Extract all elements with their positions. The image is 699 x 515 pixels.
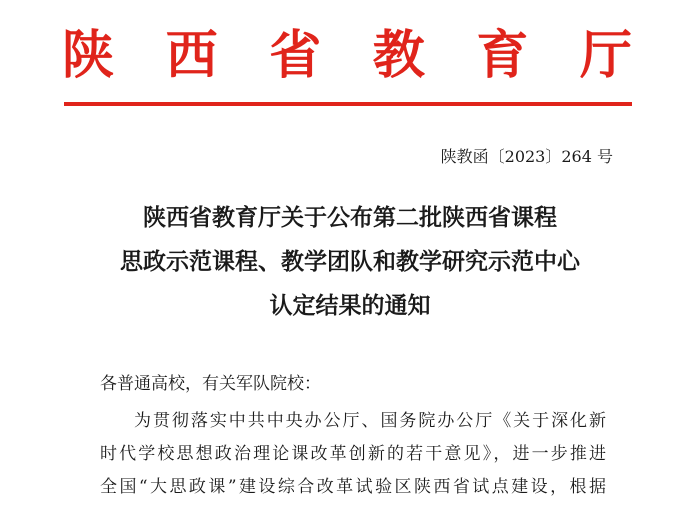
document-title: [40, 196, 660, 328]
body-paragraph: [100, 405, 606, 504]
title-line: 认定结果的通知: [269, 293, 431, 319]
letterhead-char: 西: [165, 26, 218, 86]
letterhead-char: 厅: [579, 26, 632, 86]
letterhead-char: 育: [476, 26, 529, 86]
body-line: 全国“大思政课”建设综合改革试验区陕西省试点建设，根据: [100, 477, 606, 497]
letterhead-char: 省: [269, 26, 322, 86]
body-line: 为贯彻落实中共中央办公厅、国务院办公厅《关于深化新: [134, 411, 606, 431]
letterhead-char: 陕: [62, 26, 115, 86]
salutation: 各普通高校，有关军队院校：: [100, 374, 321, 394]
title-line: 思政示范课程、教学团队和教学研究示范中心: [120, 249, 580, 275]
body-line: 时代学校思想政治理论课改革创新的若干意见》，进一步推进: [100, 444, 606, 464]
letterhead-char: 教: [372, 26, 425, 86]
title-line: 陕西省教育厅关于公布第二批陕西省课程: [143, 205, 557, 231]
document-number: 陕教函〔2023〕264 号: [440, 147, 613, 166]
letterhead-title: [62, 26, 632, 86]
letterhead-divider: [64, 102, 632, 106]
